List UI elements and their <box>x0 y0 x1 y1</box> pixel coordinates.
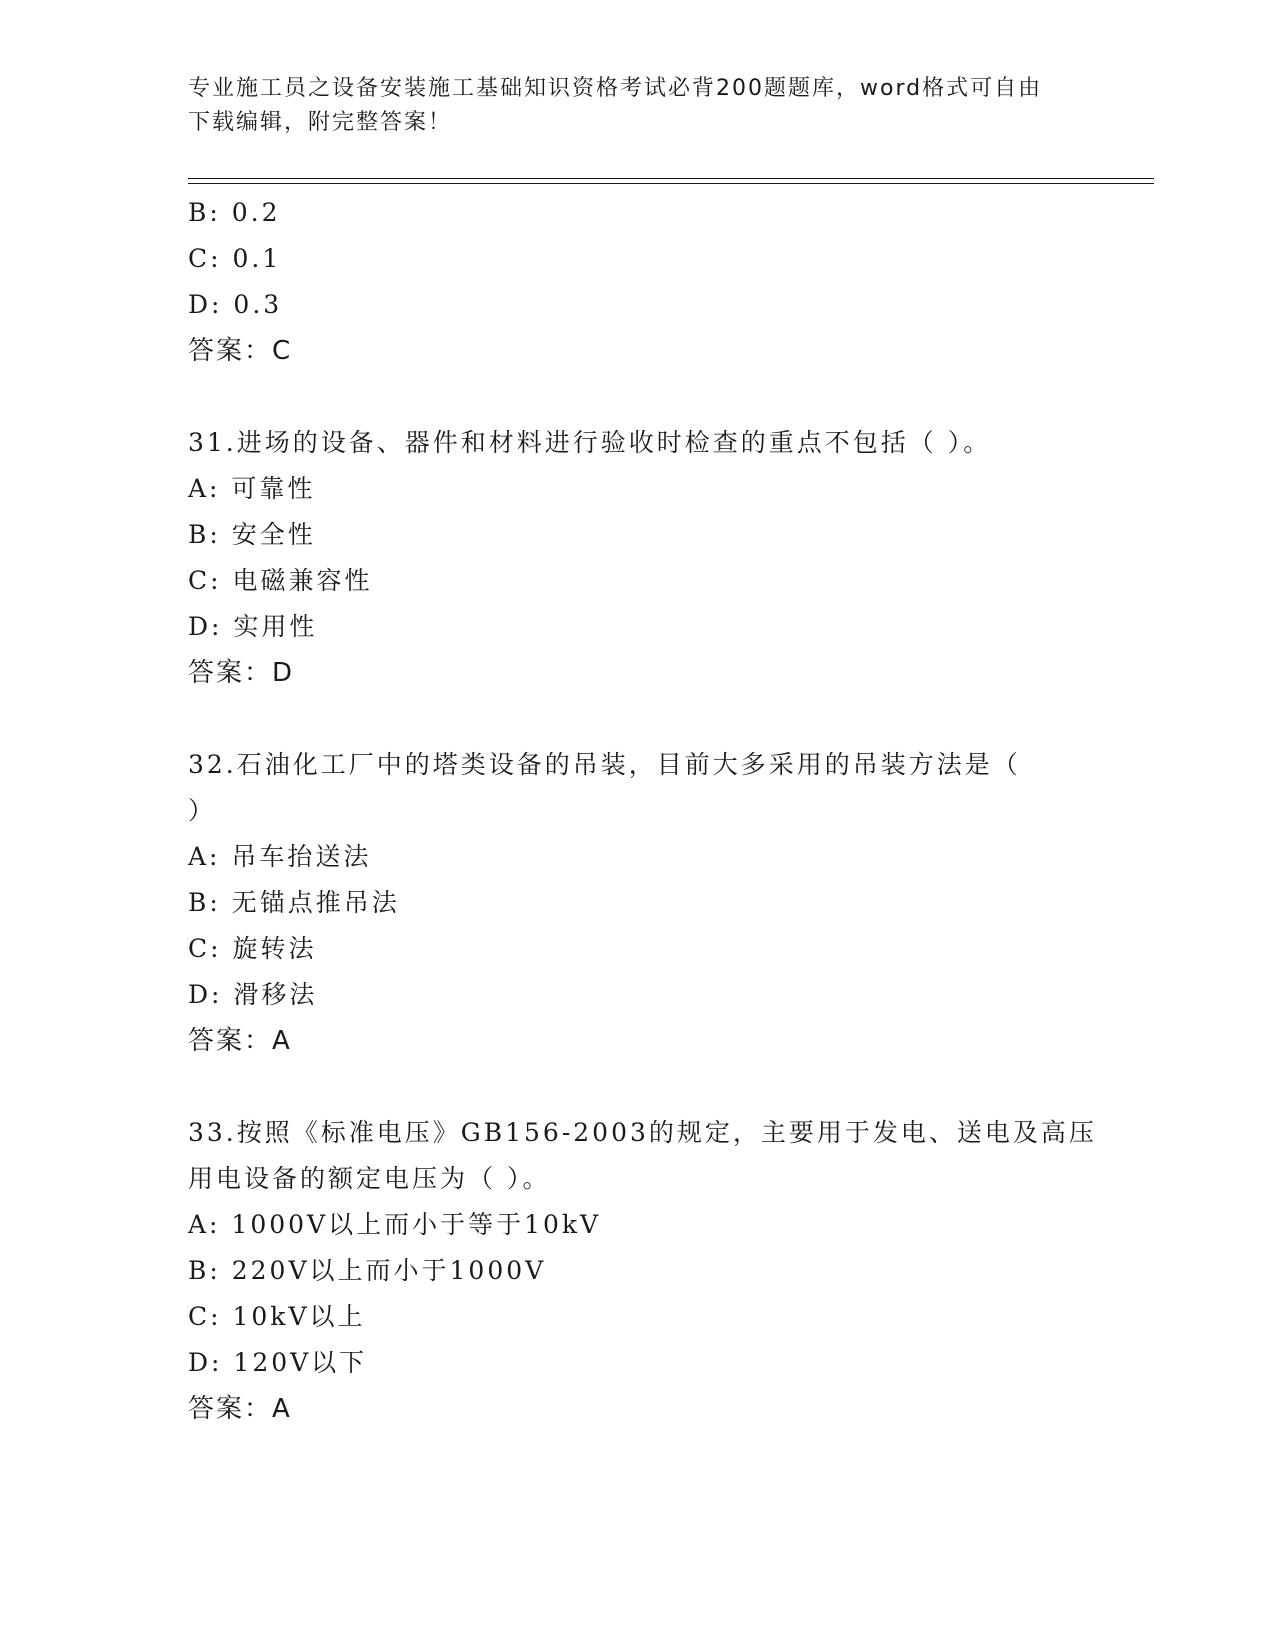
option-d: D: 120V以下 <box>188 1348 368 1377</box>
answer-line: 答案：D <box>188 658 295 688</box>
question-block-31 <box>188 420 1088 696</box>
option-b: B: 无锚点推吊法 <box>188 888 400 917</box>
question-text: 31.进场的设备、器件和材料进行验收时检查的重点不包括（ ）。 <box>188 428 992 457</box>
header-line-1: 专业施工员之设备安装施工基础知识资格考试必背200题题库，word格式可自由 <box>188 76 1043 101</box>
spacer <box>188 374 1088 420</box>
question-text: 33.按照《标准电压》GB156-2003的规定，主要用于发电、送电及高压 <box>188 1118 1097 1147</box>
question-block-32 <box>188 742 1088 1064</box>
answer-line: 答案：A <box>188 1394 292 1424</box>
option-b: B: 0.2 <box>188 198 281 227</box>
option-a: A: 吊车抬送法 <box>188 842 372 871</box>
option-d: D: 滑移法 <box>188 980 318 1009</box>
question-text-continued: ） <box>188 796 217 825</box>
option-d: D: 0.3 <box>188 290 283 319</box>
answer-line: 答案：C <box>188 336 293 366</box>
option-c: C: 电磁兼容性 <box>188 566 373 595</box>
option-c: C: 0.1 <box>188 244 282 273</box>
option-c: C: 10kV以上 <box>188 1302 366 1331</box>
spacer <box>188 1064 1088 1110</box>
question-block-33 <box>188 1110 1097 1432</box>
option-b: B: 安全性 <box>188 520 316 549</box>
document-header <box>188 72 1088 140</box>
question-content <box>188 190 1097 1432</box>
prev-question-block <box>188 190 1088 374</box>
option-a: A: 可靠性 <box>188 474 316 503</box>
spacer <box>188 696 1088 742</box>
option-d: D: 实用性 <box>188 612 318 641</box>
option-b: B: 220V以上而小于1000V <box>188 1256 547 1285</box>
header-divider <box>188 178 1154 184</box>
option-c: C: 旋转法 <box>188 934 317 963</box>
header-line-2: 下载编辑，附完整答案！ <box>188 110 453 135</box>
question-text: 32.石油化工厂中的塔类设备的吊装，目前大多采用的吊装方法是（ <box>188 750 1021 779</box>
option-a: A: 1000V以上而小于等于10kV <box>188 1210 602 1239</box>
answer-line: 答案：A <box>188 1026 292 1056</box>
question-text-continued: 用电设备的额定电压为（ ）。 <box>188 1164 551 1193</box>
